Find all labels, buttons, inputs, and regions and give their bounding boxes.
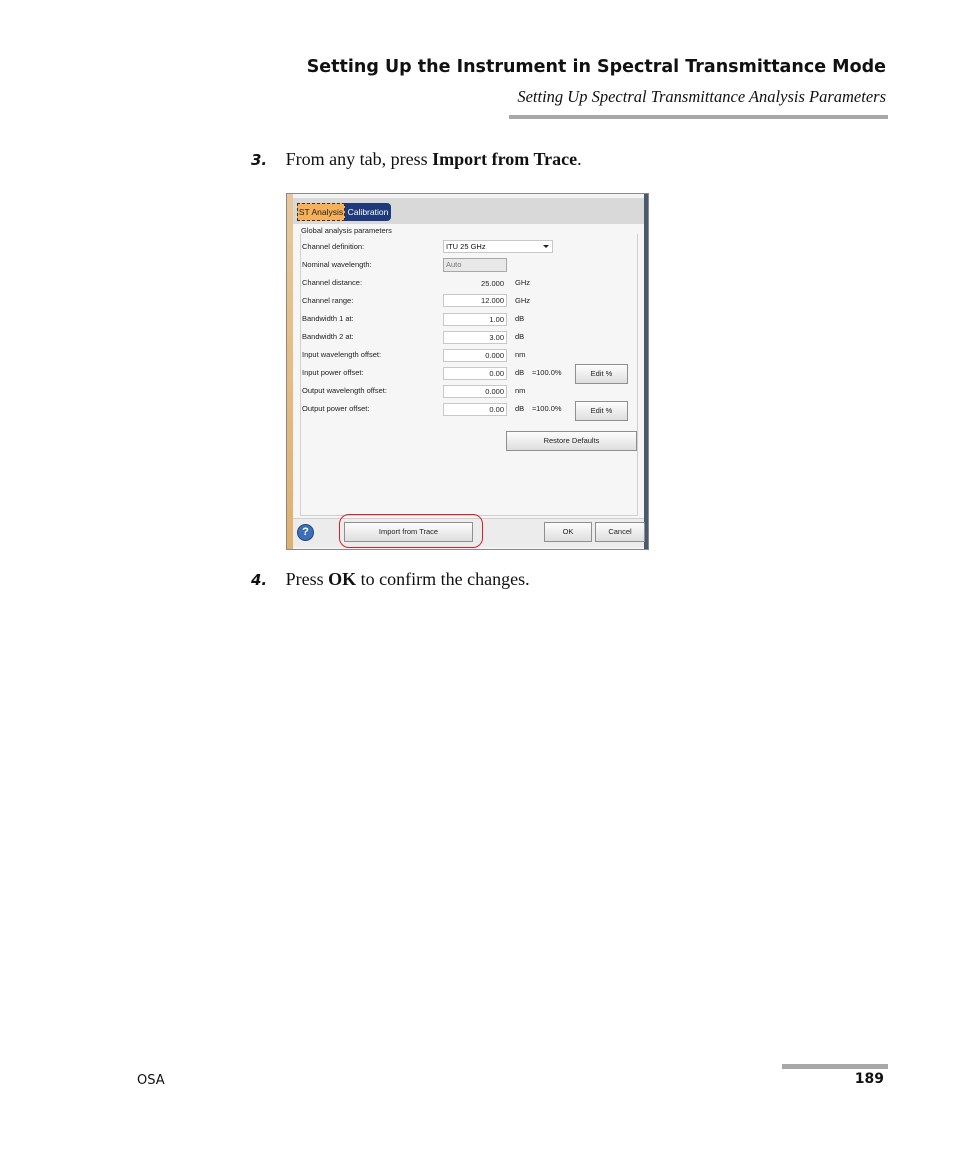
step-number: 3. — [251, 151, 268, 169]
input-wavelength-offset-input[interactable]: 0.000 — [443, 349, 507, 362]
output-wavelength-offset-unit: nm — [515, 386, 526, 395]
restore-defaults-button[interactable]: Restore Defaults — [506, 431, 637, 451]
step-4 — [251, 569, 530, 590]
output-power-offset-input[interactable]: 0.00 — [443, 403, 507, 416]
tab-st-analysis[interactable]: ST Analysis — [297, 203, 345, 221]
footer-label: OSA — [137, 1073, 165, 1088]
bandwidth-2-label: Bandwidth 2 at: — [302, 332, 354, 341]
input-power-offset-percent: ≈100.0% — [532, 368, 562, 377]
callout-highlight — [339, 514, 483, 548]
group-title: Global analysis parameters — [301, 226, 395, 235]
chevron-down-icon — [543, 245, 549, 248]
step-text: From any tab, press — [285, 149, 433, 169]
step-text: Press — [285, 569, 329, 589]
step-text-end: to confirm the changes. — [356, 569, 530, 589]
edit-percent-button-output[interactable]: Edit % — [575, 401, 628, 421]
input-power-offset-unit: dB — [515, 368, 525, 377]
output-power-offset-unit: dB — [515, 404, 525, 413]
dialog-screenshot — [286, 193, 649, 550]
step-3 — [251, 149, 582, 170]
footer-rule — [782, 1064, 888, 1069]
edit-percent-button-input[interactable]: Edit % — [575, 364, 628, 384]
page-number: 189 — [854, 1071, 884, 1087]
input-power-offset-label: Input power offset: — [302, 368, 364, 377]
output-wavelength-offset-label: Output wavelength offset: — [302, 386, 387, 395]
tab-calibration[interactable]: Calibration — [345, 203, 391, 221]
nominal-wavelength-label: Nominal wavelength: — [302, 260, 372, 269]
step-text-end: . — [577, 149, 582, 169]
channel-distance-unit: GHz — [515, 278, 530, 287]
output-wavelength-offset-input[interactable]: 0.000 — [443, 385, 507, 398]
step-bold: OK — [328, 569, 357, 589]
header-rule — [509, 115, 888, 119]
channel-definition-select[interactable] — [443, 240, 553, 253]
step-number: 4. — [251, 571, 268, 589]
channel-range-unit: GHz — [515, 296, 530, 305]
output-power-offset-percent: ≈100.0% — [532, 404, 562, 413]
ok-button[interactable]: OK — [544, 522, 592, 542]
bandwidth-1-label: Bandwidth 1 at: — [302, 314, 354, 323]
channel-definition-label: Channel definition: — [302, 242, 365, 251]
bandwidth-2-unit: dB — [515, 332, 525, 341]
channel-range-label: Channel range: — [302, 296, 354, 305]
input-wavelength-offset-unit: nm — [515, 350, 526, 359]
channel-distance-label: Channel distance: — [302, 278, 363, 287]
window-right-edge — [644, 194, 648, 549]
bandwidth-2-input[interactable]: 3.00 — [443, 331, 507, 344]
section-title: Setting Up Spectral Transmittance Analysis Parameters — [517, 87, 886, 106]
import-from-trace-button[interactable]: Import from Trace — [344, 522, 473, 542]
channel-distance-value: 25.000 — [481, 279, 504, 288]
bandwidth-1-unit: dB — [515, 314, 525, 323]
step-bold: Import from Trace — [432, 149, 578, 169]
cancel-button[interactable]: Cancel — [595, 522, 645, 542]
channel-range-input[interactable]: 12.000 — [443, 294, 507, 307]
input-power-offset-input[interactable]: 0.00 — [443, 367, 507, 380]
input-wavelength-offset-label: Input wavelength offset: — [302, 350, 382, 359]
output-power-offset-label: Output power offset: — [302, 404, 370, 413]
bandwidth-1-input[interactable]: 1.00 — [443, 313, 507, 326]
chapter-title: Setting Up the Instrument in Spectral Transmittance Mode — [306, 57, 886, 77]
nominal-wavelength-field[interactable]: Auto — [443, 258, 507, 272]
help-icon[interactable]: ? — [297, 524, 314, 541]
channel-definition-value: ITU 25 GHz — [446, 242, 486, 251]
